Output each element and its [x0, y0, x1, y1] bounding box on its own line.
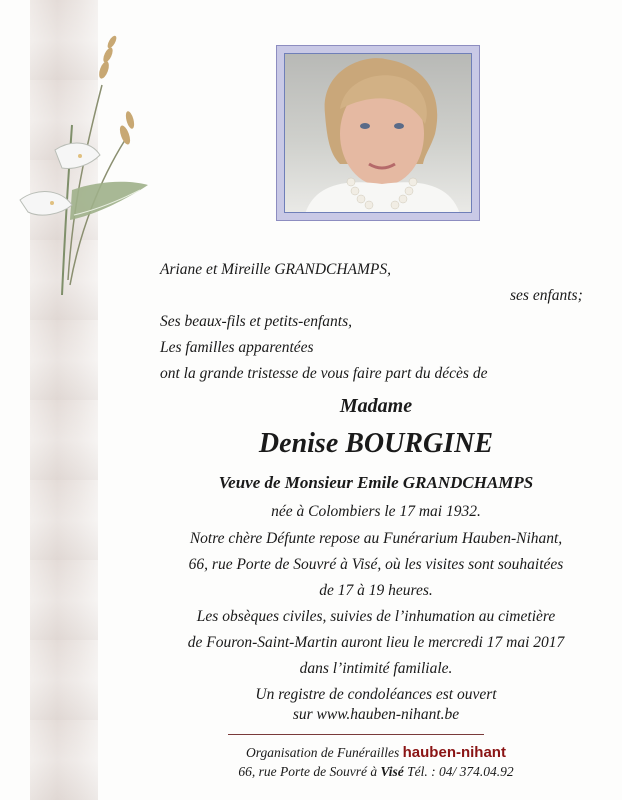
footer-address-line: [65, 765, 622, 779]
funeral-line-2: de Fouron-Saint-Martin auront lieu le mercredi 17 mai 2017: [187, 634, 565, 651]
deceased-name: Denise BOURGINE: [258, 428, 494, 459]
families-line: Les familles apparentées: [160, 339, 314, 356]
birth-line: née à Colombiers le 17 mai 1932.: [271, 503, 481, 520]
footer-city: Visé: [380, 764, 404, 779]
register-line-2: sur www.hauben-nihant.be: [292, 706, 460, 723]
register-line-1: Un registre de condoléances est ouvert: [255, 686, 497, 703]
grandchildren-line: Ses beaux-fils et petits-enfants,: [160, 313, 352, 330]
rest-line-2: 66, rue Porte de Souvré à Visé, où les visites sont souhaitées: [188, 556, 564, 573]
footer-org-label: Organisation de Funérailles: [246, 745, 400, 760]
funeral-home-logo: hauben-nihant: [402, 744, 506, 761]
footer-org-line: [65, 745, 622, 760]
footer-phone: Tél. : 04/ 374.04.92: [407, 764, 514, 779]
photo-frame: [276, 45, 480, 221]
funeral-line-1: Les obsèques civiles, suivies de l’inhumation au cimetière: [196, 608, 556, 625]
widow-of-line: Veuve de Monsieur Emile GRANDCHAMPS: [218, 473, 534, 492]
announce-line: ont la grande tristesse de vous faire part du décès de: [160, 365, 488, 382]
title-madame: Madame: [339, 395, 413, 417]
funeral-line-3: dans l’intimité familiale.: [299, 660, 453, 677]
footer-divider: [228, 734, 484, 735]
rest-line-3: de 17 à 19 heures.: [319, 582, 433, 599]
rest-line-1: Notre chère Défunte repose au Funérarium Hauben-Nihant,: [189, 530, 563, 547]
footer-address: 66, rue Porte de Souvré à: [238, 764, 378, 779]
calla-lily-and-wheat-icon: [10, 30, 150, 300]
children-line: Ariane et Mireille GRANDCHAMPS,: [160, 261, 392, 278]
children-role: ses enfants;: [510, 287, 583, 304]
portrait-photo: [284, 53, 472, 213]
